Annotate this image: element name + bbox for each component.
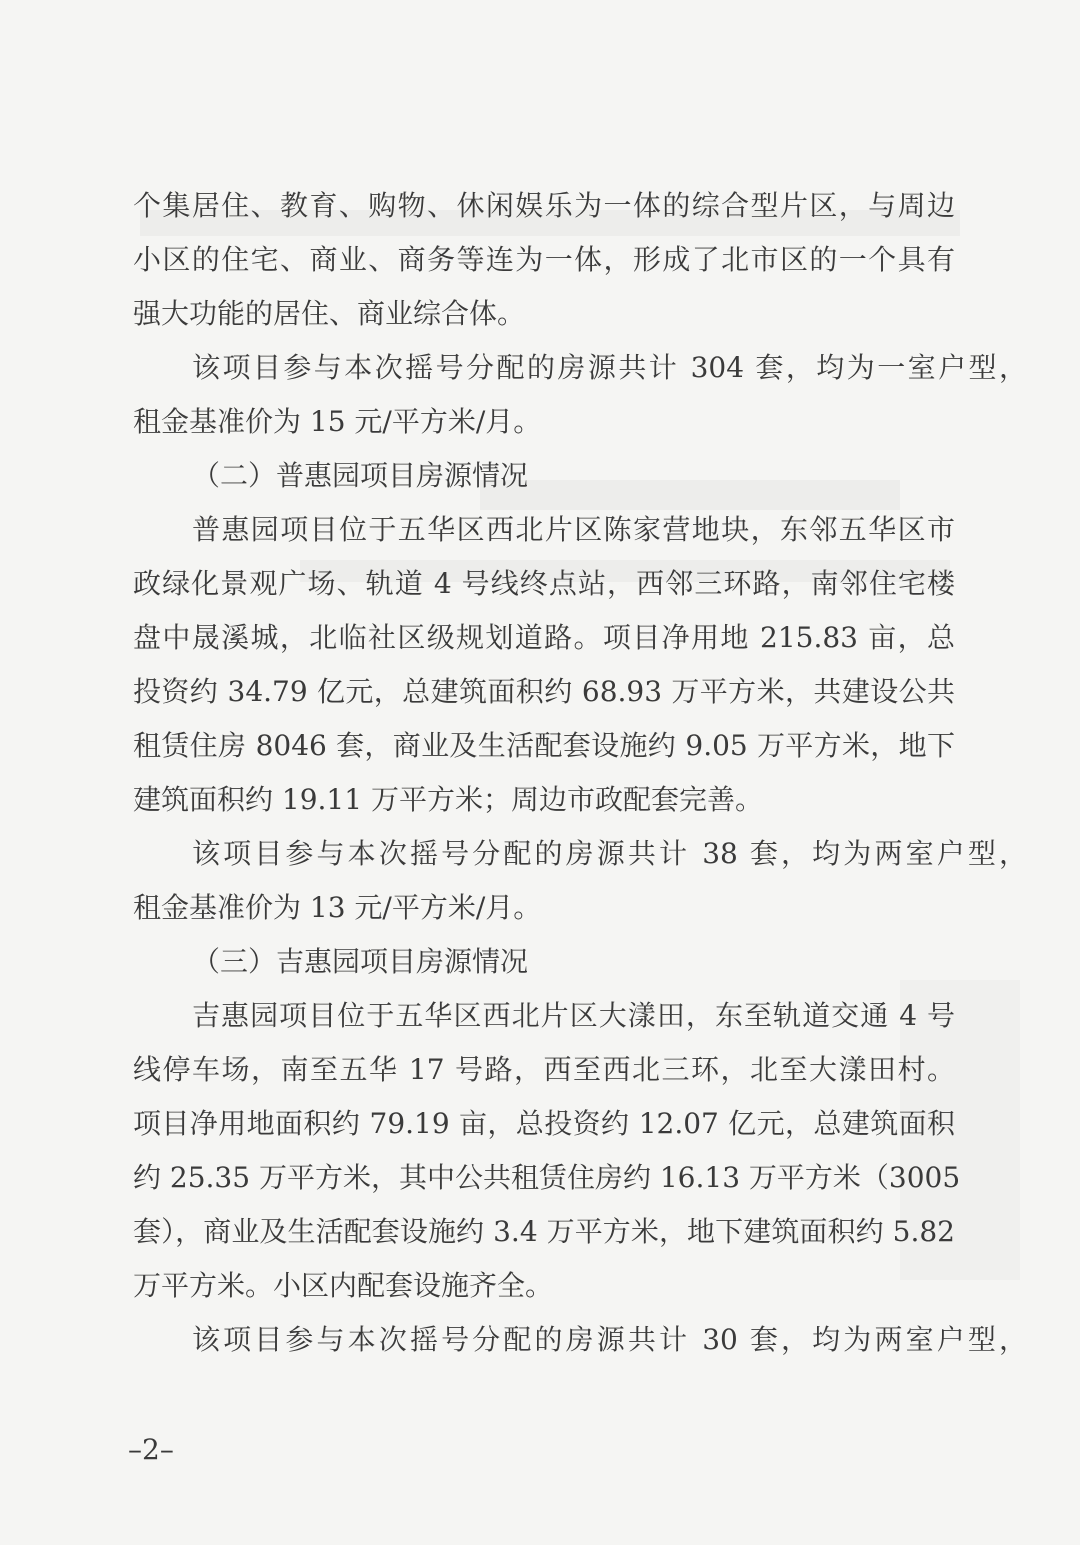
text-line: 政绿化景观广场、轨道 4 号线终点站，西邻三环路，南邻住宅楼 [133, 567, 955, 600]
text-line: 该项目参与本次摇号分配的房源共计 304 套，均为一室户型， [192, 351, 1027, 384]
text-line: 租金基准价为 13 元/平方米/月。 [133, 891, 542, 924]
text-line: 小区的住宅、商业、商务等连为一体，形成了北市区的一个具有 [133, 243, 955, 276]
text-line: 盘中晟溪城，北临社区级规划道路。项目净用地 215.83 亩，总 [133, 621, 955, 654]
text-line: 该项目参与本次摇号分配的房源共计 30 套，均为两室户型， [192, 1323, 1027, 1356]
text-line: 该项目参与本次摇号分配的房源共计 38 套，均为两室户型， [192, 837, 1027, 870]
text-line: 投资约 34.79 亿元，总建筑面积约 68.93 万平方米，共建设公共 [133, 675, 955, 708]
text-line: 项目净用地面积约 79.19 亩，总投资约 12.07 亿元，总建筑面积 [133, 1107, 955, 1140]
text-line: 建筑面积约 19.11 万平方米；周边市政配套完善。 [133, 783, 763, 816]
text-line: 万平方米。小区内配套设施齐全。 [133, 1269, 554, 1302]
section-heading: （二）普惠园项目房源情况 [192, 459, 529, 492]
text-line: 强大功能的居住、商业综合体。 [133, 297, 526, 330]
text-line: 约 25.35 万平方米，其中公共租赁住房约 16.13 万平方米（3005 [133, 1161, 961, 1194]
text-line: 套），商业及生活配套设施约 3.4 万平方米，地下建筑面积约 5.82 [133, 1215, 955, 1248]
text-line: 租赁住房 8046 套，商业及生活配套设施约 9.05 万平方米，地下 [133, 729, 955, 762]
section-heading: （三）吉惠园项目房源情况 [192, 945, 529, 978]
page-number: –2– [128, 1433, 174, 1466]
text-line: 个集居住、教育、购物、休闲娱乐为一体的综合型片区，与周边 [133, 189, 955, 222]
text-line: 线停车场，南至五华 17 号路，西至西北三环，北至大漾田村。 [133, 1053, 955, 1086]
text-line: 租金基准价为 15 元/平方米/月。 [133, 405, 542, 438]
text-line: 吉惠园项目位于五华区西北片区大漾田，东至轨道交通 4 号 [192, 999, 955, 1032]
text-line: 普惠园项目位于五华区西北片区陈家营地块，东邻五华区市 [192, 513, 955, 546]
